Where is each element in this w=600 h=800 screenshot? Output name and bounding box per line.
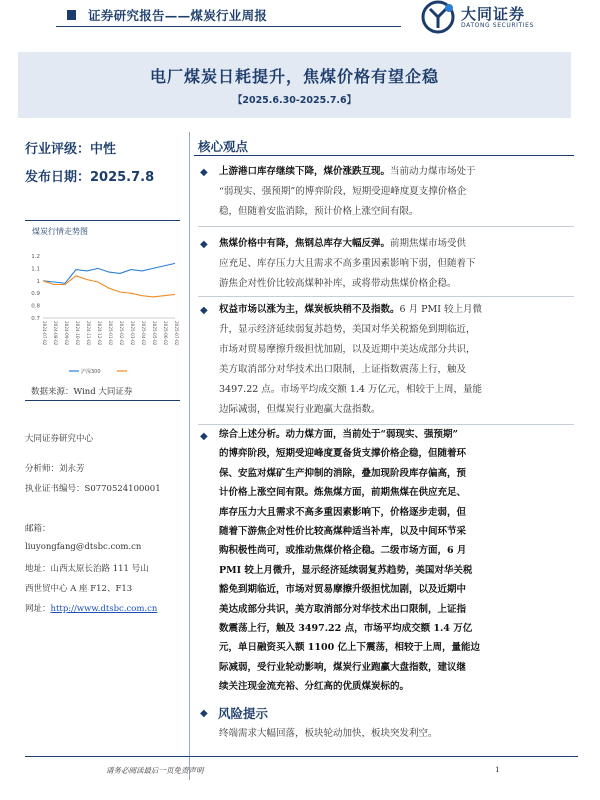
para1-line2: “弱现实、强预期”的博弈阶段，短期受迎峰度夏支撑价格企 — [219, 186, 467, 197]
website-label: 网址： — [25, 604, 51, 614]
address-line-1: 地址：山西太原长治路 111 号山 — [25, 564, 149, 574]
x-tick-label: 2024-07-02 — [42, 321, 47, 346]
logo-mark-icon — [421, 0, 457, 34]
summary-line: 随着下游焦企对性价比较高煤种适当补库，以及中间环节采 — [219, 526, 467, 538]
page-number: 1 — [495, 765, 500, 774]
x-tick-label: 2024-12-02 — [97, 321, 102, 346]
summary-line: 美达成部分共识，美方取消部分对华技术出口限制，上证指 — [219, 603, 467, 615]
para3-line5: 3497.22 点。市场平均成交额 1.4 万亿元，相较于上周，量能 — [219, 384, 482, 395]
paragraph-port-inventory — [219, 162, 571, 222]
summary-line: 续关注现金流充裕、分红高的优质煤炭标的。 — [219, 681, 410, 693]
address-line-2: 西世贸中心 A 座 F12、F13 — [25, 584, 133, 594]
chart-title: 煤炭行情走势图 — [32, 227, 88, 236]
y-tick-label: 1 — [36, 278, 40, 285]
x-tick-label: 2024-11-02 — [86, 321, 91, 346]
footer-rule — [25, 756, 578, 757]
y-tick-label: 0.8 — [31, 303, 40, 310]
website — [25, 602, 157, 614]
y-tick-label: 0.7 — [31, 316, 40, 322]
x-tick-label: 2025-01-02 — [108, 321, 113, 346]
x-tick-label: 2024-08-02 — [53, 321, 58, 346]
datong-logo — [421, 0, 561, 36]
chart-top-rule — [25, 220, 180, 221]
report-header — [0, 0, 600, 40]
paragraph-separator — [198, 226, 574, 227]
certificate-number: 执业证书编号：S0770524100001 — [25, 484, 161, 494]
chart-source: 数据来源：Wind 大同证券 — [31, 387, 133, 397]
logo-english-text: DATONG SECURITIES — [461, 22, 534, 29]
header-square-marker — [67, 10, 76, 20]
core-view-heading: 核心观点 — [198, 139, 249, 154]
summary-line: 计价格上涨空间有限。炼焦煤方面，前期焦煤在供应充足、 — [219, 487, 467, 499]
summary-line: 豁免到期临近，市场对贸易摩擦升级担忧加剧，以及近期中 — [219, 584, 467, 596]
paragraph-summary — [219, 425, 571, 697]
report-date-range: 【2025.6.30-2025.7.6】 — [232, 95, 357, 106]
logo-chinese-text: 大同证券 — [461, 5, 526, 23]
para3-line3: 市场对贸易摩擦升级担忧加剧，以及近期中美达成部分共识， — [219, 344, 476, 355]
para1-line3: 稳，但随着安监消除，预计价格上涨空间有限。 — [219, 206, 419, 217]
x-tick-label: 2025-02-02 — [119, 321, 124, 346]
x-tick-label: 2025-07-02 — [174, 321, 179, 346]
para2-lead: 焦煤价格中有降，焦钢总库存大幅反弹。 — [219, 238, 391, 249]
chart-bottom-rule — [25, 400, 180, 401]
x-tick-label: 2024-10-02 — [75, 321, 80, 346]
email-label: 邮箱： — [25, 524, 51, 534]
diamond-bullet-icon: ◆ — [200, 167, 208, 178]
paragraph-separator — [198, 296, 574, 297]
para3-line1: 6 月 PMI 较上月微 — [399, 304, 482, 315]
column-divider — [189, 132, 190, 780]
summary-line: 购积极性尚可，或推动焦煤价格企稳。二级市场方面，6 月 — [219, 545, 467, 557]
industry-rating: 行业评级：中性 — [25, 142, 117, 157]
website-link[interactable]: http://www.dtsbc.com.cn — [50, 604, 158, 614]
risk-heading: 风险提示 — [218, 706, 269, 721]
report-title: 电厂煤炭日耗提升，焦煤价格有望企稳 — [149, 67, 439, 86]
core-view-rule — [194, 155, 574, 156]
coal-market-trend-chart — [25, 248, 185, 378]
summary-line: PMI 较上月微升，显示经济延续弱复苏趋势，美国对华关税 — [219, 564, 473, 576]
diamond-bullet-icon: ◆ — [200, 708, 208, 719]
x-tick-label: 2025-04-02 — [141, 321, 146, 346]
diamond-bullet-icon: ◆ — [200, 305, 208, 316]
y-tick-label: 1.2 — [31, 254, 40, 260]
summary-line: 元，单日融资买入额 1100 亿上下震荡，相较于上周，量能边 — [219, 642, 481, 654]
series-line-1 — [43, 276, 175, 297]
para2-line1: 前期焦煤市场受供 — [390, 238, 467, 249]
header-rule — [56, 26, 401, 27]
series-line-0 — [43, 263, 175, 283]
diamond-bullet-icon: ◆ — [200, 239, 208, 250]
para2-line3: 游焦企对性价比较高煤种补库，或将带动焦煤价格企稳。 — [219, 278, 457, 289]
x-tick-label: 2024-09-02 — [64, 321, 69, 346]
analyst-name: 分析师：刘永芳 — [25, 464, 85, 474]
para2-line2: 应充足、库存压力大且需求不高多重因素影响下弱，但随着下 — [219, 258, 476, 269]
publish-date: 发布日期：2025.7.8 — [25, 170, 155, 185]
y-tick-label: 0.9 — [31, 291, 40, 298]
para3-line6: 边际减弱，但煤炭行业跑赢大盘指数。 — [219, 404, 381, 415]
summary-line: 数震荡上行，触及 3497.22 点，市场平均成交额 1.4 万亿 — [219, 623, 473, 635]
para1-line1: 当前动力煤市场处于 — [390, 166, 476, 177]
paragraph-coking-coal — [219, 234, 571, 294]
email-address: liuyongfang@dtsbc.com.cn — [25, 542, 142, 552]
summary-line: 的博弈阶段，短期受迎峰度夏备货支撑价格企稳，但随着环 — [219, 448, 467, 460]
summary-line: 库存压力大且需求不高多重因素影响下，价格逐步走弱，但 — [219, 506, 467, 518]
report-type-label: 证券研究报告——煤炭行业周报 — [88, 8, 268, 23]
footer-disclaimer: 请务必阅读最后一页免责声明 — [106, 766, 204, 775]
x-tick-label: 2025-03-02 — [130, 321, 135, 346]
para3-lead: 权益市场以涨为主，煤炭板块稍不及指数。 — [219, 304, 400, 315]
research-center: 大同证券研究中心 — [25, 434, 94, 444]
summary-line: 保、安监对煤矿生产抑制的消除，叠加现阶段库存偏高，预 — [219, 467, 467, 479]
title-banner — [18, 52, 571, 118]
x-tick-label: 2025-06-02 — [163, 321, 168, 346]
risk-text: 终端需求大幅回落，板块轮动加快，板块突发利空。 — [219, 728, 438, 739]
diamond-bullet-icon: ◆ — [200, 431, 208, 442]
legend-label: 沪深300 — [81, 369, 101, 375]
para3-line2: 升，显示经济延续弱复苏趋势，美国对华关税豁免到期临近， — [219, 324, 476, 335]
y-tick-label: 1.1 — [31, 266, 40, 273]
x-tick-label: 2025-05-02 — [152, 321, 157, 346]
summary-line: 际减弱，受行业轮动影响，煤炭行业跑赢大盘指数，建议继 — [219, 661, 467, 673]
para3-line4: 美方取消部分对华技术出口限制，上证指数震荡上行，触及 — [219, 364, 467, 375]
summary-line: 综合上述分析。动力煤方面，当前处于“弱现实、强预期” — [219, 429, 458, 440]
para1-lead: 上游港口库存继续下降，煤价涨跌互现。 — [219, 166, 391, 177]
paragraph-equity-market — [219, 300, 571, 420]
